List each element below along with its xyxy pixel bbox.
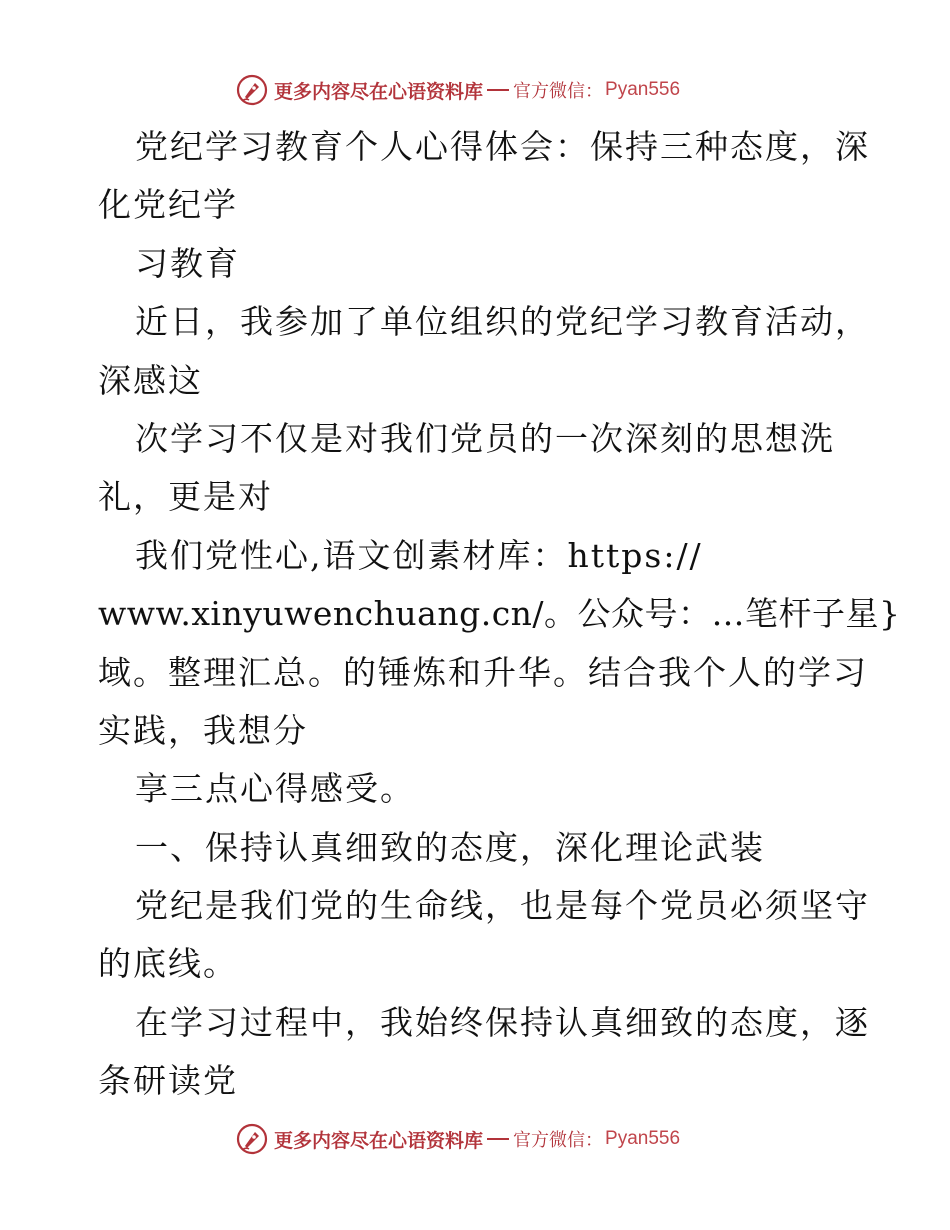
banner-wechat-id: Pyan556 [605, 1128, 681, 1149]
text-line: 享三点心得感受。 [135, 769, 415, 809]
header-banner [236, 73, 680, 107]
banner-brand-text: 更多内容尽在心语资料库 [274, 80, 484, 103]
text-line: 实践，我想分 [98, 710, 308, 750]
banner-wechat-label: 官方微信： [513, 1130, 604, 1151]
banner-wechat-id: Pyan556 [605, 79, 681, 100]
banner-wechat-label: 官方微信： [513, 81, 604, 102]
text-line: www.xinyuwenchuang.cn/。公众号：…笔杆子星} [98, 594, 901, 634]
text-line: 习教育 [135, 243, 240, 283]
text-line: 域。整理汇总。的锤炼和升华。结合我个人的学习 [98, 652, 868, 692]
pen-nib-logo-icon [236, 74, 268, 106]
banner-dash [487, 89, 509, 91]
text-line: 深感这 [98, 360, 203, 400]
text-line: 党纪是我们党的生命线，也是每个党员必须坚守 [135, 886, 870, 926]
banner-dash [487, 1138, 509, 1140]
text-line: 党纪学习教育个人心得体会：保持三种态度，深 [135, 127, 870, 166]
text-line: 在学习过程中，我始终保持认真细致的态度，逐 [135, 1002, 870, 1042]
text-line: 条研读党 [98, 1061, 238, 1101]
text-line: 近日，我参加了单位组织的党纪学习教育活动， [135, 302, 870, 342]
text-line: 的底线。 [98, 944, 238, 984]
text-line: 次学习不仅是对我们党员的一次深刻的思想洗 [135, 418, 835, 458]
text-line: 我们党性心,语文创素材库：https:// [135, 535, 703, 575]
text-line: 礼，更是对 [98, 477, 273, 517]
banner-brand-text: 更多内容尽在心语资料库 [274, 1129, 484, 1152]
footer-banner [236, 1122, 680, 1156]
text-line: 化党纪学 [98, 185, 238, 225]
document-body [98, 118, 901, 1111]
section-heading: 一、保持认真细致的态度，深化理论武装 [135, 827, 765, 867]
pen-nib-logo-icon [236, 1123, 268, 1155]
